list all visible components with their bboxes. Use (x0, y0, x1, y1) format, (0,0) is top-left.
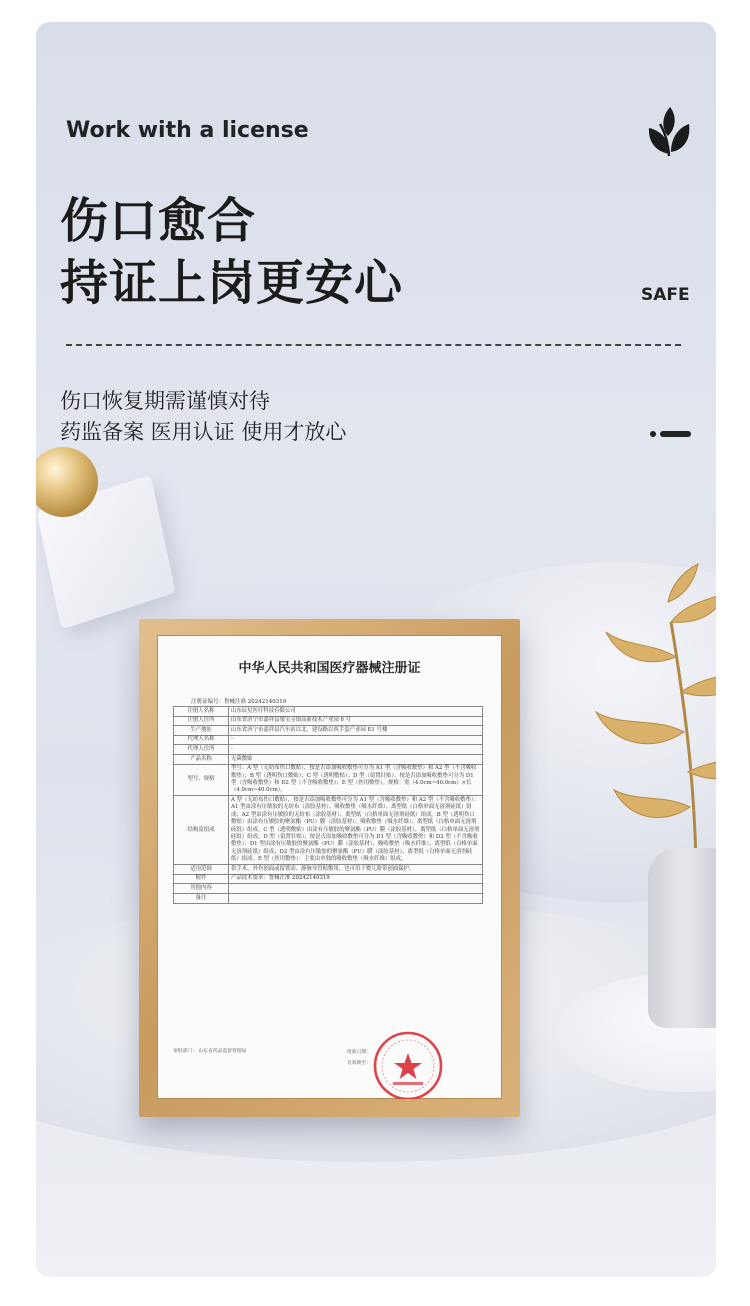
row-key: 适用范围 (174, 865, 229, 875)
row-value: 山东省济宁市嘉祥县梁宝寺镇高新技术产业园 6 号 (229, 716, 483, 726)
row-value: 型号：A 型（无纺布伤口敷贴），按是否添加吸收敷垫可分为 A1 型（含吸收敷垫）和 A2 型（不含吸收敷垫）；B 型（透明伤口敷贴）；C 型（透明敷贴）；D 型（留置针贴），按是否添加吸收敷垫可分为 D1 型（含吸收敷垫）和 D2 型（不含吸收敷垫）；E 型（医用敷垫）。规格：宽（4.0cm~40.0cm）×长（4.0cm~40.0cm）。 (229, 764, 483, 796)
row-key: 代理人住所 (174, 745, 229, 755)
dashed-divider (66, 344, 681, 346)
row-value (229, 884, 483, 894)
row-key: 结构及组成 (174, 796, 229, 865)
white-vase (648, 848, 716, 1028)
valid-until-label: 有效期至： (347, 1061, 371, 1066)
pager-dot-active (660, 431, 691, 437)
table-row (174, 884, 483, 894)
main-title (60, 190, 403, 314)
row-value: - (229, 735, 483, 745)
main-title-line1: 伤口愈合 (60, 193, 257, 249)
table-row (174, 894, 483, 904)
row-value: 产品技术要求：鲁械注准 20242140319 (229, 874, 483, 884)
gold-plant-icon (576, 562, 716, 872)
table-row (174, 796, 483, 865)
row-key: 注册人名称 (174, 707, 229, 717)
registration-number-line (191, 697, 286, 705)
table-row (174, 754, 483, 764)
row-value: 山东辰星医疗科技有限公司 (229, 707, 483, 717)
row-value (229, 894, 483, 904)
pager-dots-icon (650, 430, 692, 438)
table-row (174, 764, 483, 796)
safe-label: SAFE (641, 285, 690, 305)
row-value: - (229, 745, 483, 755)
table-row (174, 874, 483, 884)
table-row (174, 865, 483, 875)
row-key: 其他内容 (174, 884, 229, 894)
table-row (174, 726, 483, 736)
subtitle-line1: 伤口恢复期需谨慎对待 (60, 389, 270, 413)
english-title: Work with a license (66, 118, 309, 143)
pager-dot (650, 431, 656, 437)
table-row (174, 745, 483, 755)
subtitle-block (60, 386, 346, 448)
row-key: 注册人住所 (174, 716, 229, 726)
table-row (174, 735, 483, 745)
certificate-table (173, 706, 483, 904)
row-value: 山东省济宁市嘉祥县汽车站以北、建设路以西手套产业园 E1 号楼 (229, 726, 483, 736)
approval-date-label: 批准日期： (347, 1050, 371, 1055)
approval-dates (347, 1047, 371, 1069)
row-value: A 型（无纺布伤口敷贴），按是否添加吸收敷垫可分为 A1 型（含吸收敷垫）和 A2 型（不含吸收敷垫）：A1 型由涂有压敏胶的无纺布（涂胶基材）、吸收敷垫（吸水纤维）、离型纸（白格单面无溶剂硅纸）组成；A2 型由涂有压敏胶的无纺布（涂胶基材）、离型纸（白格单面无溶剂硅纸）组成。B 型（透明伤口敷贴）由涂有压敏胶的聚氨酯（PU）膜（涂胶基材）、吸收敷垫（吸水纤维）、离型纸（白格单面无溶剂硅纸）组成。C 型（透明敷贴）由涂有压敏胶的聚氨酯（PU）膜（涂胶基材）、离型纸（白格单面无溶剂硅纸）组成。D 型（留置针贴），按是否添加吸收敷垫可分为 D1 型（含吸收敷垫）和 D2 型（不含吸收敷垫）：D1 型由涂有压敏胶的聚氨酯（PU）膜（涂胶基材）、吸收敷垫（吸水纤维）、离型纸（白格单面无溶剂硅纸）组成；D2 型由涂有压敏胶的聚氨酯（PU）膜（涂胶基材）、离型纸（白格单面无溶剂硅纸）组成。E 型（医用敷垫）：主要由单独的吸收敷垫（吸水纤维）组成。 (229, 796, 483, 865)
row-key: 备注 (174, 894, 229, 904)
row-value: 无菌敷贴 (229, 754, 483, 764)
table-row (174, 707, 483, 717)
row-key: 代理人名称 (174, 735, 229, 745)
picture-frame (139, 619, 520, 1117)
red-seal-icon (371, 1029, 445, 1099)
row-key: 产品名称 (174, 754, 229, 764)
leaf-icon (646, 106, 692, 158)
certificate-document (157, 635, 502, 1099)
registration-number: 鲁械注准 20242140319 (224, 699, 287, 705)
row-key: 生产地址 (174, 726, 229, 736)
row-key: 附件 (174, 874, 229, 884)
approval-department: 审批部门： 山东省药品监督管理局 (173, 1049, 247, 1054)
table-row (174, 716, 483, 726)
registration-number-label: 注册证编号： (191, 699, 225, 705)
row-value: 供手术、外伤创面或留置动、静脉导管贴敷用，也可用于婴儿脐带创面保护。 (229, 865, 483, 875)
main-title-line2: 持证上岗更安心 (60, 255, 404, 311)
subtitle-line2: 药监备案 医用认证 使用才放心 (60, 420, 347, 444)
certificate-title: 中华人民共和国医疗器械注册证 (238, 661, 421, 676)
row-key: 型号、规格 (174, 764, 229, 796)
